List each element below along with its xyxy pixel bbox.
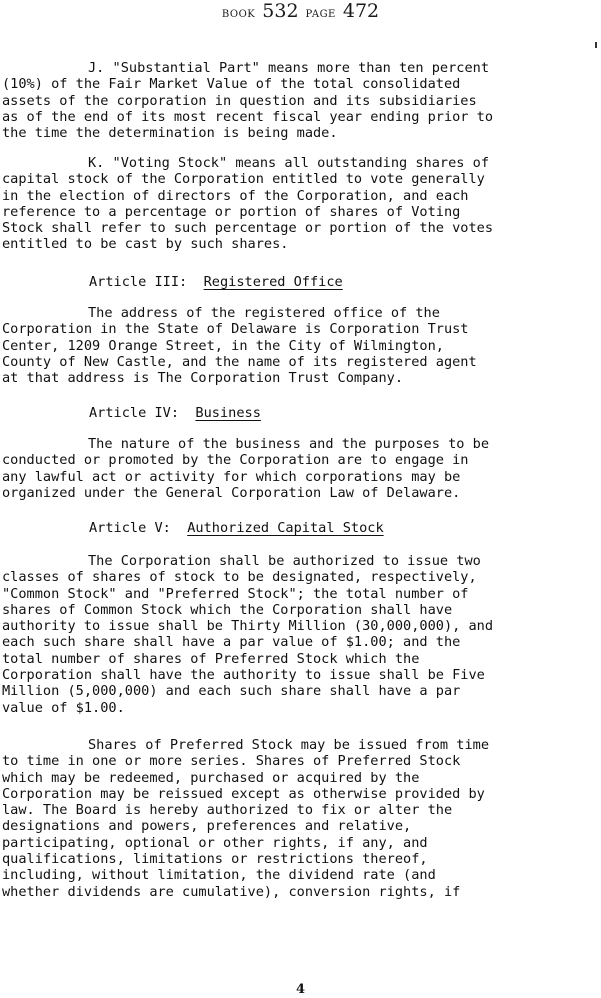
text-line: Corporation in the State of Delaware is Corporation Trust [2, 321, 469, 338]
text-line: total number of shares of Preferred Stock which the [2, 650, 420, 667]
page-label: PAGE [305, 9, 336, 20]
text-line: "Common Stock" and "Preferred Stock"; the total number of [2, 585, 469, 602]
text-line: classes of shares of stock to be designated, respectively, [2, 569, 477, 586]
text-line: (10%) of the Fair Market Value of the total consolidated [2, 76, 461, 93]
article-4-heading [89, 405, 261, 421]
text-line: The address of the registered office of the [88, 305, 440, 321]
definition-j [2, 60, 599, 141]
page-header [0, 0, 601, 23]
article-3-body [2, 305, 599, 386]
article-4-body [2, 436, 599, 501]
text-line: reference to a percentage or portion of shares of Voting [2, 203, 461, 220]
text-line: Shares of Preferred Stock may be issued from time [88, 737, 490, 753]
text-line: qualifications, limitations or restrictions thereof, [2, 851, 428, 868]
article-4-title: Business [195, 405, 261, 421]
article-3-title: Registered Office [203, 274, 343, 290]
text-line: The nature of the business and the purposes to be [88, 436, 490, 452]
text-line: Million (5,000,000) and each such share shall have a par [2, 683, 461, 700]
text-line: to time in one or more series. Shares of Preferred Stock [2, 753, 461, 770]
text-line: including, without limitation, the dividend rate (and [2, 867, 436, 884]
text-line: The Corporation shall be authorized to issue two [88, 553, 481, 569]
book-label: BOOK [221, 9, 256, 20]
text-line: as of the end of its most recent fiscal year ending prior to [2, 108, 494, 125]
text-line: County of New Castle, and the name of its registered agent [2, 353, 477, 370]
definition-k [2, 155, 599, 253]
text-line: whether dividends are cumulative), conversion rights, if [2, 883, 461, 900]
article-5-label: Article V: [89, 520, 171, 536]
text-line: capital stock of the Corporation entitled to vote generally [2, 171, 485, 188]
text-line: in the election of directors of the Corporation, and each [2, 187, 469, 204]
text-line: designations and powers, preferences and relative, [2, 818, 412, 835]
text-line: J. "Substantial Part" means more than ten percent [88, 60, 490, 76]
text-line: entitled to be cast by such shares. [2, 236, 289, 253]
article-4-label: Article IV: [89, 405, 180, 421]
text-line: which may be redeemed, purchased or acquired by the [2, 769, 420, 786]
article-3-label: Article III: [89, 274, 188, 290]
book-number: 532 [262, 0, 299, 22]
text-line: the time the determination is being made. [2, 125, 338, 142]
article-5-paragraph-1 [2, 553, 599, 716]
text-line: Stock shall refer to such percentage or portion of the votes [2, 220, 494, 237]
text-line: law. The Board is hereby authorized to fix or alter the [2, 802, 453, 819]
text-line: authority to issue shall be Thirty Million (30,000,000), and [2, 618, 494, 635]
text-line: value of $1.00. [2, 699, 125, 716]
text-line: organized under the General Corporation Law of Delaware. [2, 484, 461, 501]
text-line: K. "Voting Stock" means all outstanding shares of [88, 155, 490, 171]
text-line: at that address is The Corporation Trust Company. [2, 370, 404, 387]
text-line: each such share shall have a par value of $1.00; and the [2, 634, 461, 651]
article-5-paragraph-2 [2, 737, 599, 900]
text-line: conducted or promoted by the Corporation are to engage in [2, 452, 469, 469]
text-line: participating, optional or other rights, if any, and [2, 834, 428, 851]
page-footer-number: 4 [295, 982, 306, 997]
text-line: Corporation shall have the authority to issue shall be Five [2, 667, 485, 684]
text-line: any lawful act or activity for which corporations may be [2, 468, 461, 485]
text-line: assets of the corporation in question and its subsidiaries [2, 92, 477, 109]
margin-mark [595, 42, 597, 48]
article-5-heading [89, 520, 384, 536]
text-line: shares of Common Stock which the Corporation shall have [2, 601, 453, 618]
article-5-title: Authorized Capital Stock [187, 520, 384, 536]
page-number-header: 472 [342, 0, 380, 22]
text-line: Center, 1209 Orange Street, in the City of Wilmington, [2, 337, 444, 354]
text-line: Corporation may be reissued except as otherwise provided by [2, 785, 485, 802]
article-3-heading [89, 274, 343, 290]
